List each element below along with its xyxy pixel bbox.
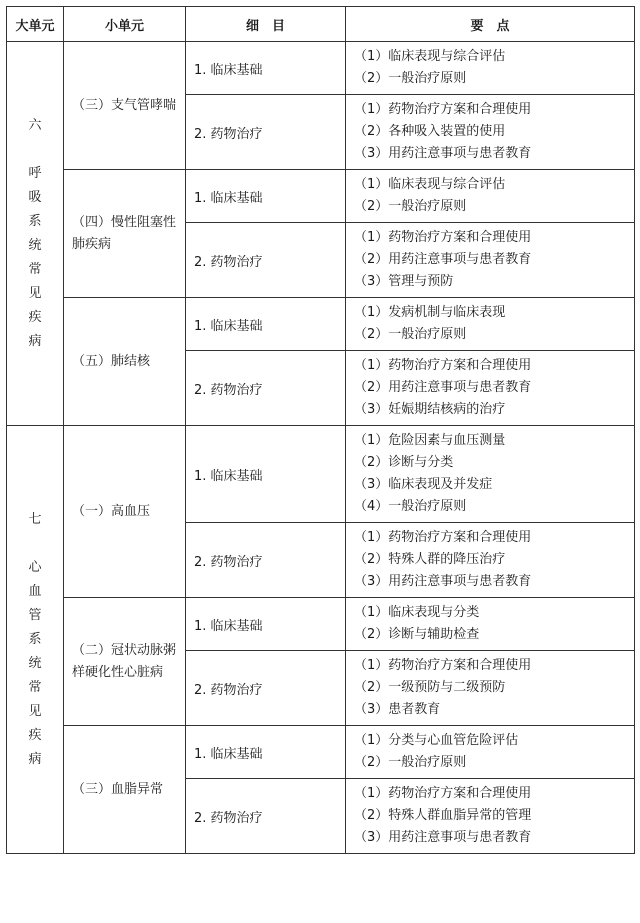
header-key-points: 要 点: [346, 7, 635, 42]
key-point: （3）患者教育: [354, 702, 441, 717]
key-point: （1）危险因素与血压测量: [354, 433, 506, 448]
key-point: （1）临床表现与综合评估: [354, 49, 506, 64]
key-point: （1）药物治疗方案和合理使用: [354, 786, 532, 801]
major-unit-title: 呼吸系统常见疾病: [28, 165, 42, 349]
key-point: （3）临床表现及并发症: [354, 477, 493, 492]
key-points-cell: [346, 726, 635, 779]
syllabus-table: [6, 6, 635, 854]
major-unit-title: 心血管系统常见疾病: [28, 559, 42, 767]
key-point: （3）用药注意事项与患者教育: [354, 574, 532, 589]
key-point: （3）用药注意事项与患者教育: [354, 146, 532, 161]
key-point: （1）药物治疗方案和合理使用: [354, 102, 532, 117]
key-point: （1）分类与心血管危险评估: [354, 733, 519, 748]
key-point: （1）发病机制与临床表现: [354, 305, 506, 320]
detail-cell: 1. 临床基础: [186, 42, 346, 95]
key-point: （1）临床表现与分类: [354, 605, 480, 620]
detail-cell: 2. 药物治疗: [186, 651, 346, 726]
table-row: [7, 298, 635, 351]
key-point: （1）药物治疗方案和合理使用: [354, 358, 532, 373]
major-unit-cell: [7, 426, 64, 854]
key-point: （4）一般治疗原则: [354, 499, 467, 514]
table-row: [7, 426, 635, 523]
major-unit-cell: [7, 42, 64, 426]
key-point: （2）一般治疗原则: [354, 755, 467, 770]
key-point: （2）诊断与辅助检查: [354, 627, 480, 642]
key-points-cell: [346, 298, 635, 351]
key-points-cell: [346, 779, 635, 854]
detail-cell: 1. 临床基础: [186, 170, 346, 223]
key-point: （2）一般治疗原则: [354, 71, 467, 86]
key-points-cell: [346, 598, 635, 651]
minor-unit-cell: （四）慢性阻塞性肺疾病: [64, 170, 186, 298]
detail-cell: 2. 药物治疗: [186, 779, 346, 854]
key-point: （2）一般治疗原则: [354, 199, 467, 214]
key-point: （2）各种吸入装置的使用: [354, 124, 506, 139]
detail-cell: 1. 临床基础: [186, 598, 346, 651]
key-point: （1）临床表现与综合评估: [354, 177, 506, 192]
table-body: [7, 42, 635, 854]
key-point: （2）一级预防与二级预防: [354, 680, 506, 695]
key-point: （2）诊断与分类: [354, 455, 454, 470]
minor-unit-cell: （二）冠状动脉粥样硬化性心脏病: [64, 598, 186, 726]
detail-cell: 2. 药物治疗: [186, 523, 346, 598]
key-points-cell: [346, 523, 635, 598]
key-points-cell: [346, 426, 635, 523]
key-point: （2）一般治疗原则: [354, 327, 467, 342]
detail-cell: 1. 临床基础: [186, 298, 346, 351]
key-point: （3）妊娠期结核病的治疗: [354, 402, 506, 417]
table-row: [7, 170, 635, 223]
key-points-cell: [346, 170, 635, 223]
header-minor-unit: 小单元: [64, 7, 186, 42]
minor-unit-cell: （三）血脂异常: [64, 726, 186, 854]
detail-cell: 2. 药物治疗: [186, 351, 346, 426]
header-detail: 细 目: [186, 7, 346, 42]
key-point: （2）特殊人群血脂异常的管理: [354, 808, 532, 823]
detail-cell: 2. 药物治疗: [186, 95, 346, 170]
key-point: （1）药物治疗方案和合理使用: [354, 658, 532, 673]
header-major-unit: 大单元: [7, 7, 64, 42]
key-point: （1）药物治疗方案和合理使用: [354, 230, 532, 245]
key-point: （3）管理与预防: [354, 274, 454, 289]
header-row: [7, 7, 635, 42]
table-row: [7, 726, 635, 779]
key-point: （3）用药注意事项与患者教育: [354, 830, 532, 845]
key-point: （2）特殊人群的降压治疗: [354, 552, 506, 567]
detail-cell: 1. 临床基础: [186, 726, 346, 779]
key-points-cell: [346, 42, 635, 95]
table-row: [7, 598, 635, 651]
minor-unit-cell: （一）高血压: [64, 426, 186, 598]
key-points-cell: [346, 223, 635, 298]
table-row: [7, 42, 635, 95]
key-points-cell: [346, 351, 635, 426]
key-point: （2）用药注意事项与患者教育: [354, 380, 532, 395]
minor-unit-cell: （三）支气管哮喘: [64, 42, 186, 170]
major-unit-number: 六: [28, 117, 42, 133]
key-point: （2）用药注意事项与患者教育: [354, 252, 532, 267]
detail-cell: 1. 临床基础: [186, 426, 346, 523]
major-unit-number: 七: [28, 511, 42, 527]
key-point: （1）药物治疗方案和合理使用: [354, 530, 532, 545]
detail-cell: 2. 药物治疗: [186, 223, 346, 298]
key-points-cell: [346, 95, 635, 170]
key-points-cell: [346, 651, 635, 726]
minor-unit-cell: （五）肺结核: [64, 298, 186, 426]
